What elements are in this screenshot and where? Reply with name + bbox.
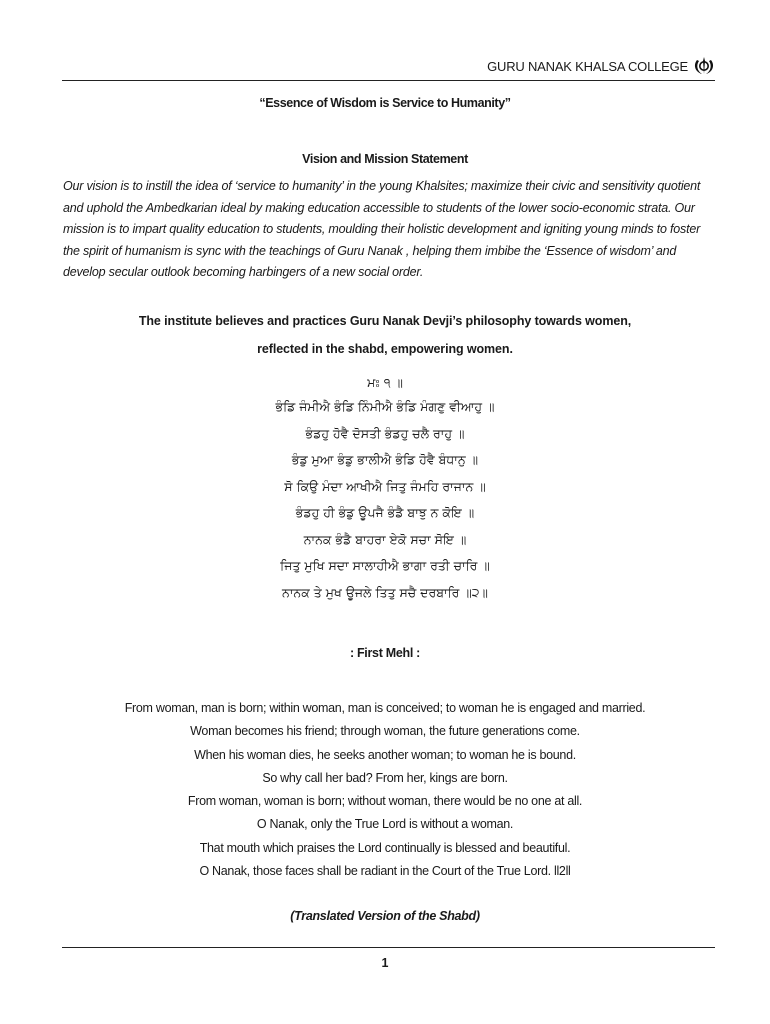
institute-statement-line-1: The institute believes and practices Guru Nanak Devji’s philosophy towards women,: [138, 314, 632, 328]
page-number: 1: [381, 956, 389, 970]
first-mehl-heading: : First Mehl :: [349, 646, 421, 660]
footer-divider: [62, 947, 715, 948]
vision-mission-body: Our vision is to instill the idea of ‘service to humanity’ in the young Khalsites; maximize their civic and sensitivity quotient and uphold the Ambedkarian ideal by making education accessible to students of the lower socio-economic strata. Our mission is to impart quality education to students, moulding their holistic development and igniting young minds to foster the spirit of humanism is sync with the teachings of Guru Nanak , helping them imbibe the ‘Essence of wisdom’ and develop secular outlook becoming harbingers of a new social order.: [63, 179, 701, 279]
shabad-line: ਸੋ ਕਿਉ ਮੰਦਾ ਆਖੀਐ ਜਿਤੁ ਜੰਮਹਿ ਰਾਜਾਨ ॥: [284, 478, 486, 494]
translation-line: When his woman dies, he seeks another woman; to woman he is bound.: [194, 747, 576, 762]
shabad-line: ਜਿਤੁ ਮੁਖਿ ਸਦਾ ਸਾਲਾਹੀਐ ਭਾਗਾ ਰਤੀ ਚਾਰਿ ॥: [280, 558, 490, 573]
shabad-line: ਮਃ ੧ ॥: [367, 375, 403, 390]
translation-line: So why call her bad? From her, kings are born.: [262, 770, 508, 785]
institute-statement-line-2: reflected in the shabd, empowering women.: [257, 342, 513, 356]
translation-caption: (Translated Version of the Shabd): [290, 909, 480, 923]
shabad-line: ਭੰਡਹੁ ਹੀ ਭੰਡੁ ਊਪਜੈ ਭੰਡੈ ਬਾਝੁ ਨ ਕੋਇ ॥: [295, 505, 475, 520]
translation-line: O Nanak, only the True Lord is without a woman.: [256, 817, 514, 832]
college-motto: “Essence of Wisdom is Service to Humanity”: [259, 96, 511, 110]
translation-line: From woman, man is born; within woman, man is conceived; to woman he is engaged and married.: [124, 701, 646, 715]
shabad-gurmukhi: [0, 372, 770, 606]
translation-line: Woman becomes his friend; through woman, the future generations come.: [190, 724, 580, 739]
shabad-line: ਨਾਨਕ ਭੰਡੈ ਬਾਹਰਾ ਏਕੋ ਸਚਾ ਸੋਇ ॥: [303, 531, 467, 547]
khanda-emblem-icon: [693, 56, 715, 76]
vision-mission-title: Vision and Mission Statement: [302, 152, 468, 166]
shabad-line: ਭੰਡੁ ਮੁਆ ਭੰਡੁ ਭਾਲੀਐ ਭੰਡਿ ਹੋਵੈ ਬੰਧਾਨੁ ॥: [291, 452, 479, 467]
translation-line: O Nanak, those faces shall be radiant in the Court of the True Lord. ll2ll: [199, 864, 571, 879]
translation-line: From woman, woman is born; without woman, there would be no one at all.: [187, 794, 583, 809]
college-name: GURU NANAK KHALSA COLLEGE: [487, 58, 688, 74]
translation-line: That mouth which praises the Lord continually is blessed and beautiful.: [199, 840, 571, 855]
shabad-translation: [0, 697, 770, 883]
shabad-line: ਭੰਡਹੁ ਹੋਵੈ ਦੋਸਤੀ ਭੰਡਹੁ ਚਲੈ ਰਾਹੁ ॥: [305, 425, 465, 441]
header-divider: [62, 80, 715, 81]
page-header: [487, 56, 715, 76]
shabad-line: ਭੰਡਿ ਜੰਮੀਐ ਭੰਡਿ ਨਿੰਮੀਐ ਭੰਡਿ ਮੰਗਣੁ ਵੀਆਹੁ ॥: [275, 399, 495, 414]
shabad-line: ਨਾਨਕ ਤੇ ਮੁਖ ਊਜਲੇ ਤਿਤੁ ਸਚੈ ਦਰਬਾਰਿ ॥੨॥: [282, 584, 488, 600]
